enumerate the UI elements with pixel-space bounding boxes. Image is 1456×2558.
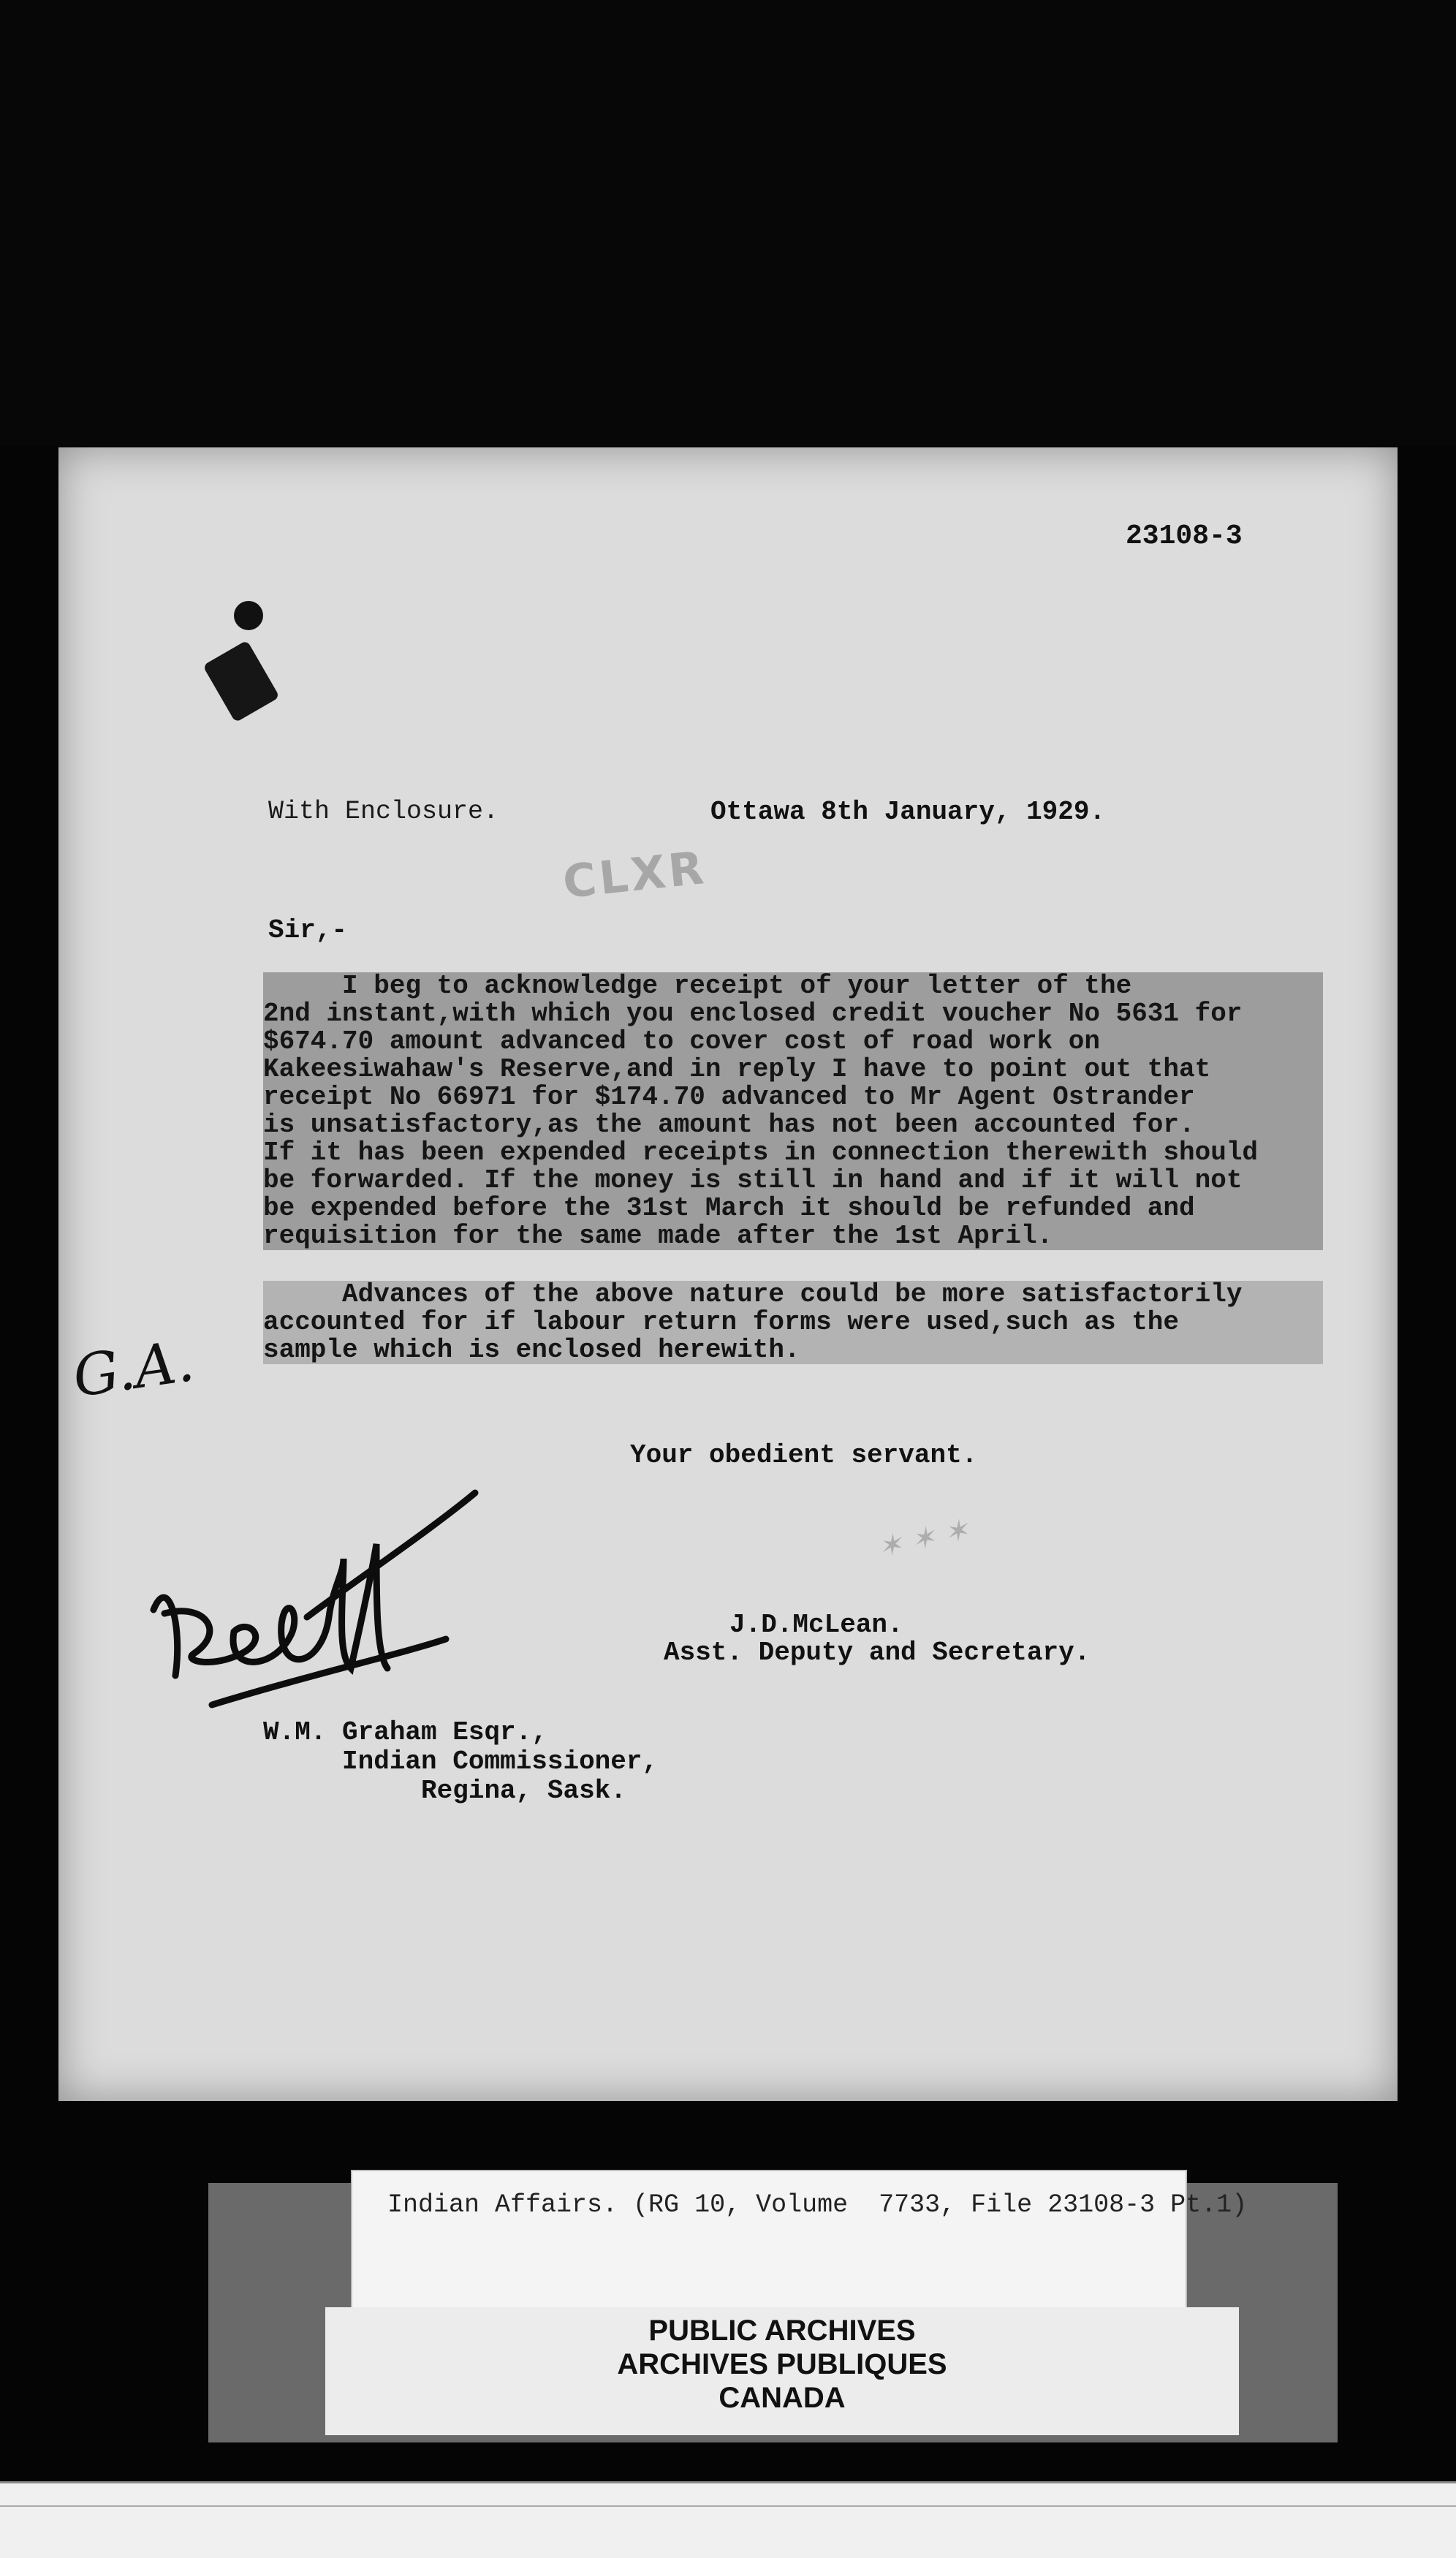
address-line: W.M. Graham Esqr.,	[263, 1717, 547, 1747]
body-paragraph-1: I beg to acknowledge receipt of your letter of the 2nd instant,with which you enclosed credit voucher No 5631 for $674.70 amount advanced to cover cost of road work on Kakeesiwahaw's Reserve,and in reply I have to point out that receipt No 66971 for $174.70 advanced to Mr Agent Ostrander is unsatisfactory,as the amount has not been accounted for. If it has been expended receipts in connection therewith should be forwarded. If the money is still in hand and if it will not be expended before the 31st March it should be refunded and requisition for the same made after the 1st April.	[263, 972, 1323, 1250]
faint-stamp-mark: ✶ ✶ ✶	[874, 1513, 972, 1565]
archive-country: CANADA	[718, 2382, 846, 2414]
film-edge-line	[0, 2505, 1456, 2507]
archive-card	[325, 2307, 1239, 2435]
enclosure-note: With Enclosure.	[268, 797, 499, 826]
clip-mark	[202, 640, 280, 723]
recipient-address	[263, 1718, 658, 1806]
punch-hole-mark	[234, 601, 263, 630]
archive-reference: Indian Affairs. (RG 10, Volume 7733, File 23108-3 Pt.1)	[387, 2190, 1248, 2220]
handwritten-signature	[124, 1486, 534, 1734]
signatory-name: J.D.McLean.	[729, 1610, 903, 1640]
film-frame-top	[0, 0, 1456, 446]
closing-line: Your obedient servant.	[630, 1440, 978, 1470]
signatory-title: Asst. Deputy and Secretary.	[664, 1638, 1091, 1668]
salutation: Sir,-	[268, 915, 348, 945]
archive-name-english: PUBLIC ARCHIVES	[648, 2315, 916, 2347]
handwritten-initials: G.A.	[69, 1328, 198, 1411]
received-stamp: CLXR	[560, 840, 709, 909]
film-edge-strip	[0, 2481, 1456, 2558]
reference-card	[351, 2170, 1248, 2310]
file-number: 23108-3	[1126, 521, 1243, 552]
address-line: Regina, Sask.	[263, 1776, 626, 1806]
dateline: Ottawa 8th January, 1929.	[710, 797, 1106, 827]
letter-page	[58, 447, 1398, 2101]
archive-name-french: ARCHIVES PUBLIQUES	[617, 2348, 947, 2380]
address-line: Indian Commissioner,	[263, 1747, 659, 1776]
body-paragraph-2: Advances of the above nature could be more satisfactorily accounted for if labour return forms were used,such as the sample which is enclosed herewith.	[263, 1281, 1323, 1364]
